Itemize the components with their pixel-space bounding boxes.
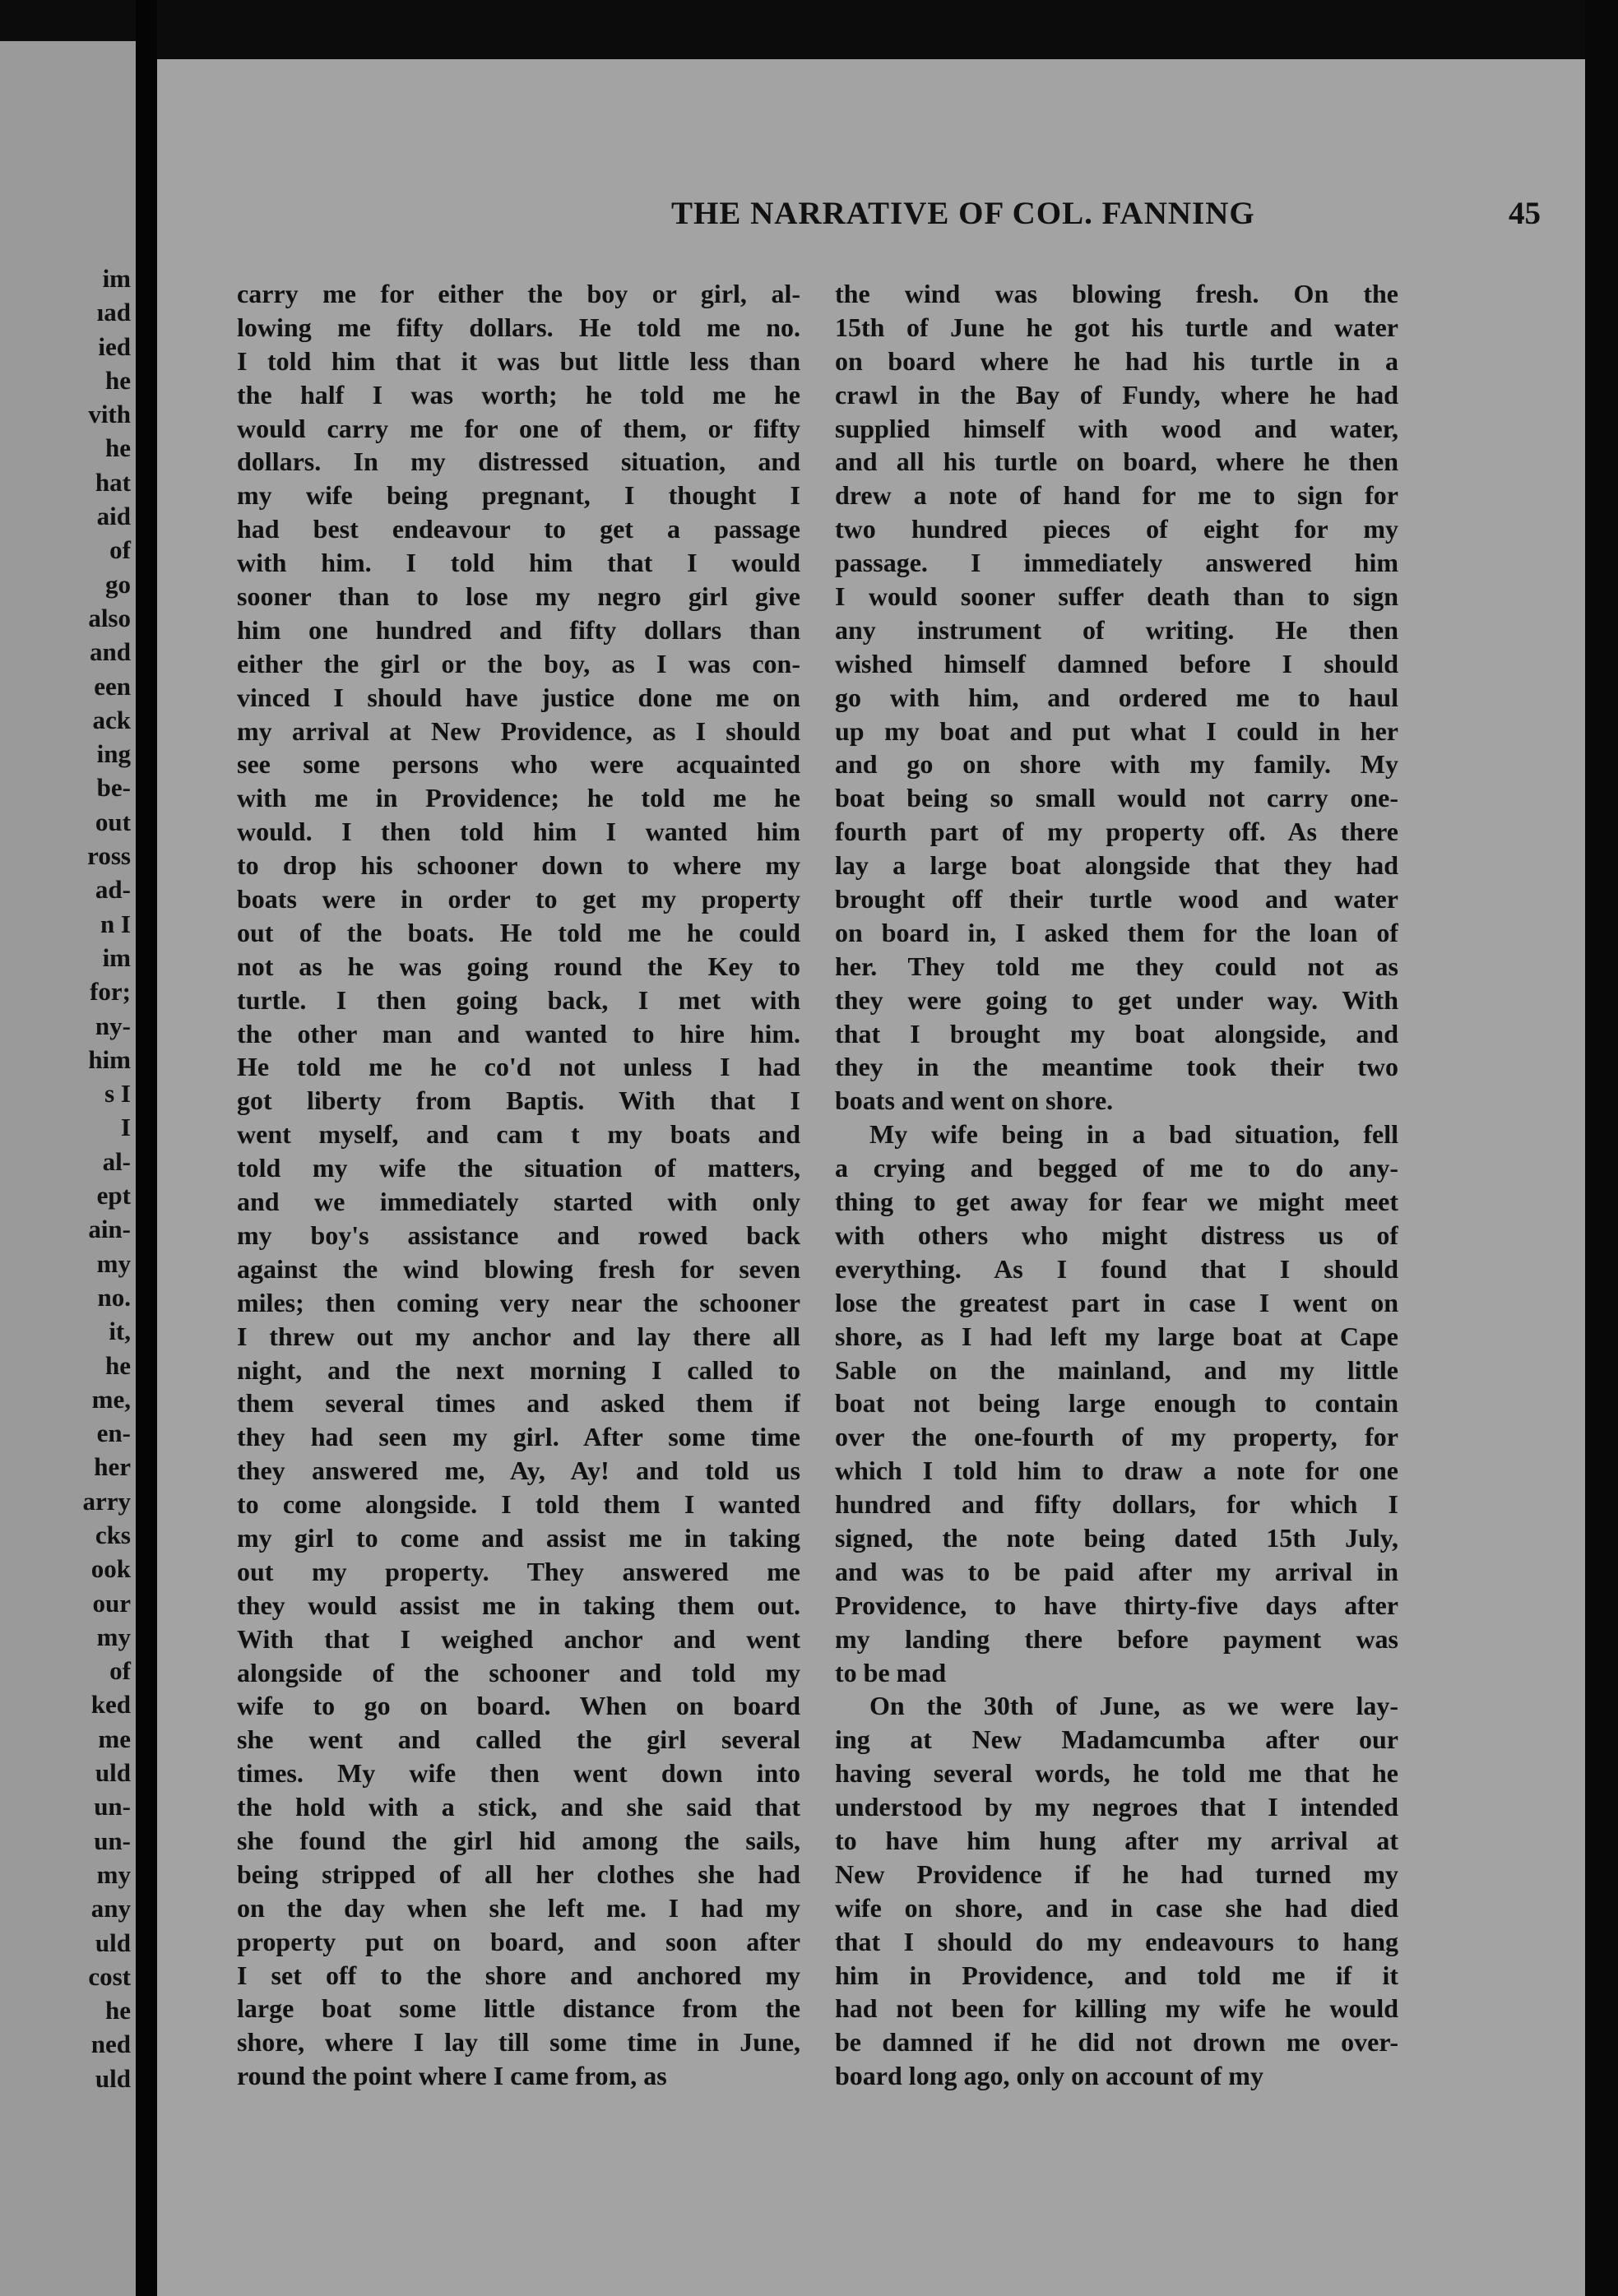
text-line: board long ago, only on account of my (835, 2061, 1263, 2091)
text-line: to drop his schooner down to where my (237, 850, 800, 881)
text-line: shore, where I lay till some time in June, (237, 2027, 800, 2058)
facing-page-fragment: hat (95, 467, 131, 497)
text-line: hundred and fifty dollars, for which I (835, 1489, 1398, 1520)
text-line: be damned if he did not drown me over- (835, 2027, 1398, 2058)
text-line: she went and called the girl several (237, 1724, 800, 1755)
text-line: on the day when she left me. I had my (237, 1892, 800, 1923)
text-line: New Providence if he had turned my (835, 1859, 1398, 1889)
text-line: either the girl or the boy, as I was con- (237, 648, 800, 678)
text-line: supplied himself with wood and water, (835, 413, 1398, 443)
running-title: THE NARRATIVE OF COL. FANNING (671, 196, 1255, 231)
text-line: sooner than to lose my negro girl give (237, 581, 800, 612)
book-gutter (136, 0, 157, 2296)
text-line: my boy's assistance and rowed back (237, 1220, 800, 1250)
text-line: boats and went on shore. (835, 1086, 1114, 1116)
facing-page-fragment: he (105, 1996, 131, 2025)
text-line: having several words, he told me that he (835, 1758, 1398, 1789)
text-line: that I should do my endeavours to hang (835, 1926, 1398, 1956)
text-line: she found the girl hid among the sails, (237, 1825, 800, 1855)
facing-page-fragment: ept (96, 1181, 131, 1210)
text-line: With that I weighed anchor and went (237, 1623, 800, 1654)
facing-page-fragment: ıad (96, 298, 131, 327)
scan-border (1585, 0, 1618, 2296)
text-line: turtle. I then going back, I met with (237, 984, 800, 1015)
text-line: I set off to the shore and anchored my (237, 1960, 800, 1990)
facing-page-text (82, 262, 131, 2095)
text-line: wife to go on board. When on board (237, 1691, 800, 1721)
text-line: my landing there before payment was (835, 1623, 1398, 1654)
facing-page-fragment: ing (96, 739, 131, 769)
text-line: Providence, to have thirty-five days after (835, 1590, 1398, 1620)
text-line: shore, as I had left my large boat at Cape (835, 1321, 1398, 1351)
right-column (835, 277, 1398, 2093)
facing-page-fragment: aid (96, 502, 131, 531)
facing-page-fragment: een (94, 671, 131, 701)
page-number: 45 (1509, 196, 1541, 231)
text-line: passage. I immediately answered him (835, 548, 1398, 578)
facing-page-fragment: un- (94, 1826, 131, 1855)
text-line: wished himself damned before I should (835, 648, 1398, 678)
text-line: a crying and begged of me to do any- (835, 1153, 1398, 1183)
text-line: boats were in order to get my property (237, 884, 800, 914)
book-page (157, 59, 1585, 2296)
text-line: round the point where I came from, as (237, 2061, 667, 2091)
facing-page-fragment: im (102, 942, 131, 972)
facing-page-fragment: be- (96, 773, 131, 803)
text-line: lose the greatest part in case I went on (835, 1287, 1398, 1317)
facing-page-fragment: s I (104, 1079, 131, 1109)
text-line: my wife being pregnant, I thought I (237, 480, 800, 511)
facing-page-fragment: al- (102, 1146, 131, 1176)
facing-page-fragment: it, (109, 1317, 131, 1346)
facing-page-fragment: any (90, 1894, 131, 1923)
text-line: My wife being in a bad situation, fell (869, 1119, 1398, 1150)
text-line: to be mad (835, 1657, 947, 1687)
text-line: out my property. They answered me (237, 1556, 800, 1586)
text-line: dollars. In my distressed situation, and (237, 447, 800, 477)
text-line: with others who might distress us of (835, 1220, 1398, 1250)
text-line: Sable on the mainland, and my little (835, 1354, 1398, 1385)
text-line: On the 30th of June, as we were lay- (869, 1691, 1398, 1721)
facing-page-fragment: of (109, 1656, 131, 1686)
facing-page-fragment: for; (90, 977, 131, 1007)
facing-page-fragment: no. (97, 1282, 131, 1312)
text-line: any instrument of writing. He then (835, 614, 1398, 645)
facing-page-fragment: ny- (95, 1011, 131, 1040)
facing-page-fragment: him (88, 1044, 131, 1074)
text-line: and was to be paid after my arrival in (835, 1556, 1398, 1586)
text-line: with me in Providence; he told me he (237, 783, 800, 813)
text-line: go with him, and ordered me to haul (835, 682, 1398, 712)
text-line: understood by my negroes that I intended (835, 1792, 1398, 1822)
text-line: would carry me for one of them, or fifty (237, 413, 800, 443)
text-line: He told me he co'd not unless I had (237, 1052, 800, 1082)
text-line: against the wind blowing fresh for seven (237, 1253, 800, 1284)
facing-page-fragment: ross (87, 841, 131, 871)
facing-page-fragment: un- (94, 1792, 131, 1822)
text-line: they answered me, Ay, Ay! and told us (237, 1456, 800, 1486)
facing-page-fragment: ain- (88, 1215, 131, 1244)
text-line: I would sooner suffer death than to sign (835, 581, 1398, 612)
text-line: to have him hung after my arrival at (835, 1825, 1398, 1855)
text-line: they had seen my girl. After some time (237, 1422, 800, 1452)
facing-page-fragment: ied (98, 331, 131, 361)
facing-page-fragment: im (102, 264, 131, 293)
facing-page-fragment: of (109, 535, 131, 565)
facing-page-fragment: ned (90, 2030, 131, 2059)
text-line: thing to get away for fear we might meet (835, 1187, 1398, 1217)
text-line: boat being so small would not carry one- (835, 783, 1398, 813)
facing-page-fragment: me (98, 1724, 131, 1753)
text-line: night, and the next morning I called to (237, 1354, 800, 1385)
facing-page-fragment: uld (95, 1928, 131, 1957)
text-line: my arrival at New Providence, as I should (237, 715, 800, 746)
text-line: had best endeavour to get a passage (237, 514, 800, 544)
facing-page-fragment: also (88, 603, 131, 632)
facing-page-fragment: he (105, 433, 131, 463)
text-line: signed, the note being dated 15th July, (835, 1522, 1398, 1553)
text-line: which I told him to draw a note for one (835, 1456, 1398, 1486)
text-line: would. I then told him I wanted him (237, 817, 800, 847)
facing-page-fragment: ook (90, 1554, 131, 1584)
text-line: times. My wife then went down into (237, 1758, 800, 1789)
text-line: they in the meantime took their two (835, 1052, 1398, 1082)
facing-page-fragment: her (94, 1452, 131, 1482)
text-line: being stripped of all her clothes she had (237, 1859, 800, 1889)
text-line: they were going to get under way. With (835, 984, 1398, 1015)
facing-page-fragment: go (105, 569, 131, 599)
text-line: and go on shore with my family. My (835, 749, 1398, 780)
text-line: not as he was going round the Key to (237, 951, 800, 981)
text-line: had not been for killing my wife he would (835, 1993, 1398, 2024)
text-line: her. They told me they could not as (835, 951, 1398, 981)
facing-page-fragment: he (105, 365, 131, 395)
facing-page-fragment: vith (88, 400, 131, 429)
text-line: to come alongside. I told them I wanted (237, 1489, 800, 1520)
text-line: on board in, I asked them for the loan of (835, 917, 1398, 947)
text-line: my girl to come and assist me in taking (237, 1522, 800, 1553)
facing-page-fragment: my (96, 1622, 131, 1651)
text-line: and all his turtle on board, where he then (835, 447, 1398, 477)
text-line: everything. As I found that I should (835, 1253, 1398, 1284)
facing-page-fragment: ked (90, 1690, 131, 1720)
facing-page-fragment: my (96, 1859, 131, 1889)
text-line: out of the boats. He told me he could (237, 917, 800, 947)
facing-page-fragment: cost (88, 1961, 131, 1991)
text-line: him one hundred and fifty dollars than (237, 614, 800, 645)
facing-page-fragment: ad- (95, 875, 131, 905)
text-line: boat not being large enough to contain (835, 1388, 1398, 1419)
text-line: them several times and asked them if (237, 1388, 800, 1419)
facing-page-fragment: ack (92, 705, 131, 734)
text-line: they would assist me in taking them out. (237, 1590, 800, 1620)
text-line: fourth part of my property off. As there (835, 817, 1398, 847)
text-line: I told him that it was but little less than (237, 345, 800, 376)
text-line: with him. I told him that I would (237, 548, 800, 578)
text-line: ing at New Madamcumba after our (835, 1724, 1398, 1755)
facing-page-fragment: I (120, 1113, 131, 1142)
text-line: the hold with a stick, and she said that (237, 1792, 800, 1822)
facing-page-fragment: our (92, 1588, 131, 1618)
text-line: the wind was blowing fresh. On the (835, 279, 1398, 308)
text-line: miles; then coming very near the schooner (237, 1287, 800, 1317)
text-line: over the one-fourth of my property, for (835, 1422, 1398, 1452)
facing-page-fragment: and (90, 637, 131, 667)
facing-page-fragment: n I (100, 909, 131, 938)
facing-page-fragment: my (96, 1248, 131, 1278)
left-column (237, 277, 800, 2093)
text-line: brought off their turtle wood and water (835, 884, 1398, 914)
text-line: large boat some little distance from the (237, 1993, 800, 2024)
text-line: went myself, and cam t my boats and (237, 1119, 800, 1150)
text-line: two hundred pieces of eight for my (835, 514, 1398, 544)
facing-page-fragment: uld (95, 2063, 131, 2093)
text-line: the other man and wanted to hire him. (237, 1018, 800, 1048)
text-line: lowing me fifty dollars. He told me no. (237, 312, 800, 342)
text-line: drew a note of hand for me to sign for (835, 480, 1398, 511)
text-line: got liberty from Baptis. With that I (237, 1086, 800, 1116)
text-line: alongside of the schooner and told my (237, 1657, 800, 1687)
text-line: carry me for either the boy or girl, al- (237, 279, 800, 308)
text-line: wife on shore, and in case she had died (835, 1892, 1398, 1923)
text-line: and we immediately started with only (237, 1187, 800, 1217)
text-line: told my wife the situation of matters, (237, 1153, 800, 1183)
text-line: him in Providence, and told me if it (835, 1960, 1398, 1990)
facing-page-fragment: me, (91, 1384, 131, 1414)
text-line: property put on board, and soon after (237, 1926, 800, 1956)
facing-page-fragment: arry (82, 1486, 131, 1516)
text-line: crawl in the Bay of Fundy, where he had (835, 379, 1398, 410)
facing-page-fragment: uld (95, 1758, 131, 1788)
facing-page-fragment: en- (96, 1419, 131, 1448)
text-line: see some persons who were acquainted (237, 749, 800, 780)
facing-page-fragment: he (105, 1350, 131, 1380)
text-line: vinced I should have justice done me on (237, 682, 800, 712)
facing-page-fragment: out (95, 807, 131, 836)
facing-page-fragment: cks (95, 1520, 131, 1549)
text-line: up my boat and put what I could in her (835, 715, 1398, 746)
facing-page (0, 41, 136, 2296)
text-line: lay a large boat alongside that they had (835, 850, 1398, 881)
text-line: on board where he had his turtle in a (835, 345, 1398, 376)
text-line: that I brought my boat alongside, and (835, 1018, 1398, 1048)
text-line: I threw out my anchor and lay there all (237, 1321, 800, 1351)
text-line: the half I was worth; he told me he (237, 379, 800, 410)
text-line: 15th of June he got his turtle and water (835, 312, 1398, 342)
